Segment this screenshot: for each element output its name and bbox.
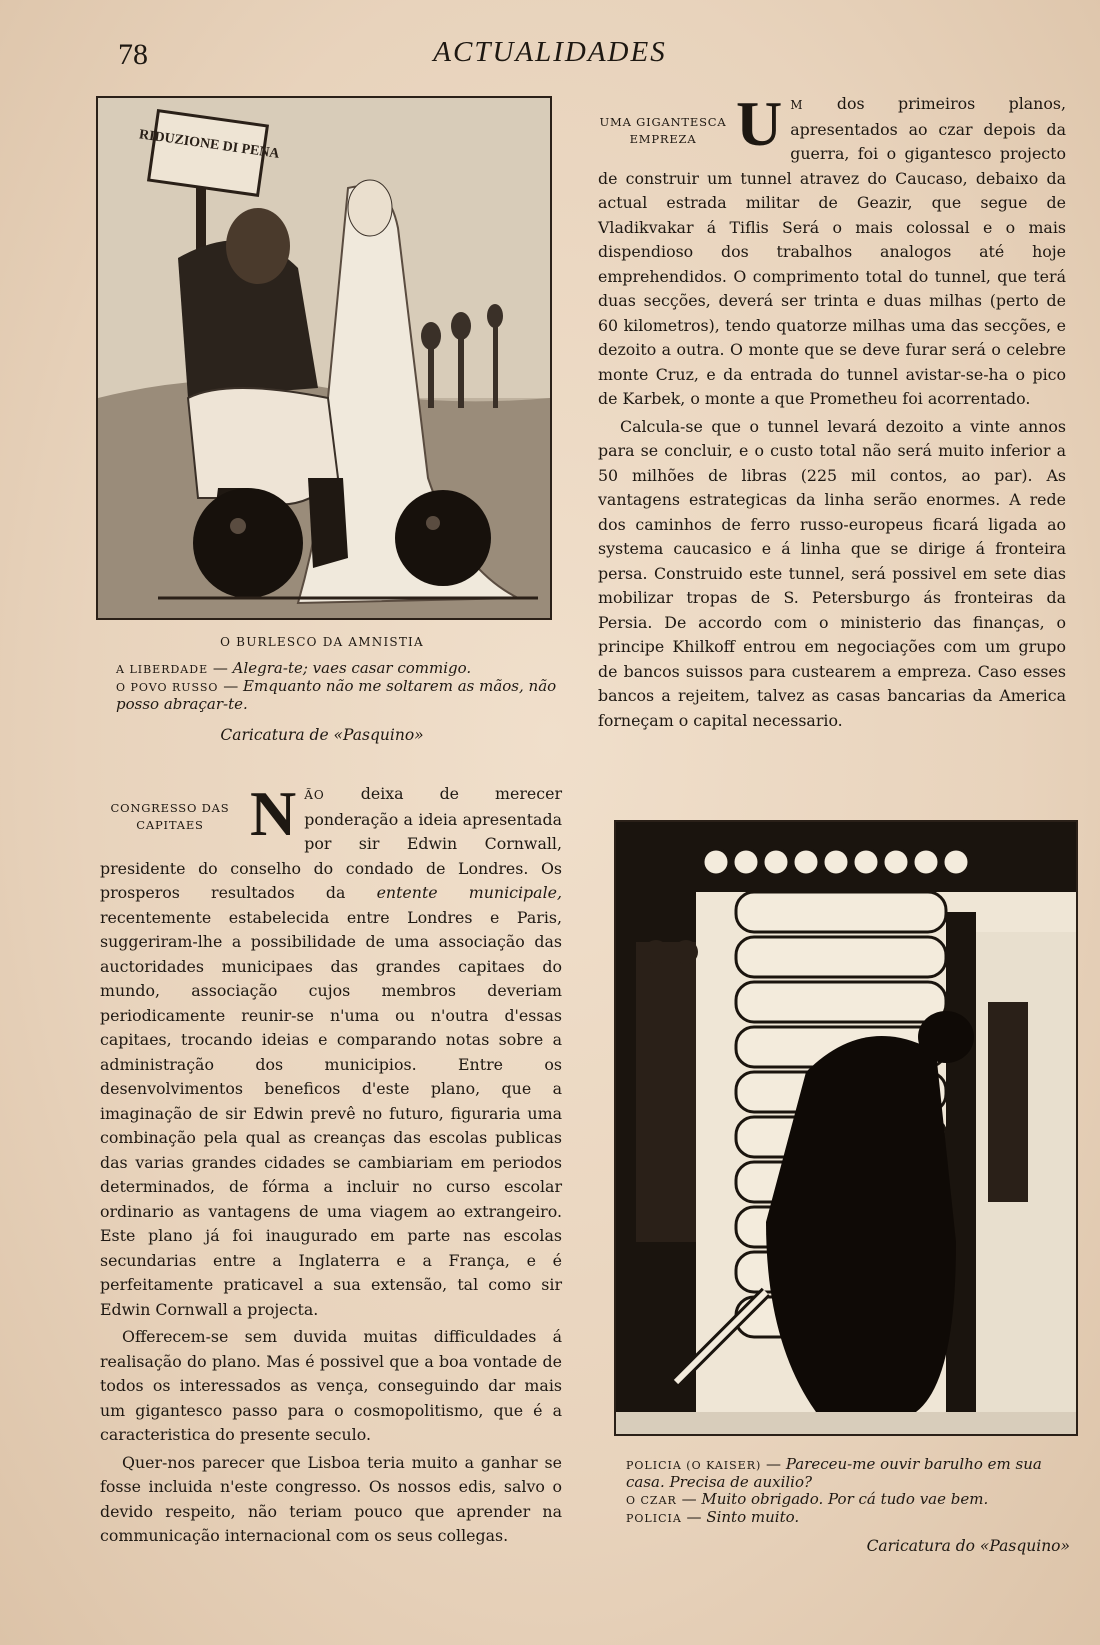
paragraph: Quer-nos parecer que Lisboa teria muito a ganhar se fosse incluida n'este congresso. Os nossos edis, salvo o devido respeito, não teriam pouco que aprender na communicação internacional com os seus collegas. bbox=[100, 1452, 562, 1545]
drop-cap: U bbox=[736, 88, 783, 159]
figure1-credit: Caricatura de «Pasquino» bbox=[220, 726, 424, 744]
emphasis-text: entente municipale, bbox=[376, 883, 563, 902]
figure2-credit: Caricatura do «Pasquino» bbox=[866, 1537, 1070, 1555]
caricature-kaiser-czar-image bbox=[614, 820, 1078, 1436]
caption-text: Pareceu-me ouvir barulho em sua casa. Precisa de auxilio? bbox=[626, 1455, 1042, 1491]
caption-text: Muito obrigado. Por cá tudo vae bem. bbox=[701, 1490, 989, 1508]
page-number: 78 bbox=[118, 38, 148, 71]
side-label-congresso: CONGRESSO DAS CAPITAES bbox=[110, 801, 230, 832]
caption-text: Alegra-te; vaes casar commigo. bbox=[232, 659, 472, 677]
paragraph-text: recentemente estabelecida entre Londres e Paris, suggeriram-lhe a possibilidade de uma associação das auctoridades municipaes das grandes capitaes do mundo, associação cujos membros deveriam periodicamente reunir-se n'uma ou n'outra d'essas capitaes, trocando ideias e comparando notas sobre a administração dos municipios. Entre os desenvolvimentos beneficos d'este plano, que a imaginação de sir Edwin prevê no futuro, figuraria uma combinação pela qual as creanças das escolas publicas das varias grandes cidades se cambiariam em periodos determinados, de fórma a incluir no curso escolar ordinario as vantagens de uma viagem ao extrangeiro. Este plano já foi inaugurado em parte nas escolas secundarias entre a Inglaterra e a França, e é perfeitamente praticavel a sua extensão, tal como sir Edwin Cornwall a projecta. bbox=[100, 907, 562, 1319]
caption-speaker: POLICIA (O KAISER) bbox=[626, 1459, 762, 1472]
page-header-title: ACTUALIDADES bbox=[433, 36, 667, 68]
paragraph-text: dos primeiros planos, apresentados ao czar depois da guerra, foi o gigantesco projecto de construir um tunnel atravez do Caucaso, debaixo da actual estrada militar de Geazir, que segue de Vladikvakar á Tiflis Será o mais colossal e o mais dispendioso dos trabalhos analogos até hoje emprehendidos. O comprimento total do tunnel, que terá duas secções, deverá ser trinta e duas milhas (perto de 60 kilometros), tendo quatorze milhas uma das secções, e dezoito a outra. O monte que se deve furar será o celebre monte Cruz, e da entrada do tunnel avistar-se-ha o pico de Karbek, o monte a que Prometheu foi acorrentado. bbox=[598, 94, 1066, 408]
first-word: M bbox=[790, 98, 804, 112]
caption-text: Sinto muito. bbox=[706, 1508, 800, 1526]
figure1-title: O BURLESCO DA AMNISTIA bbox=[220, 635, 424, 649]
caption-speaker: O POVO RUSSO bbox=[116, 681, 219, 694]
caption-speaker: POLICIA bbox=[626, 1512, 682, 1525]
drop-cap: N bbox=[250, 778, 297, 849]
side-label-empreza: UMA GIGANTESCA EMPREZA bbox=[599, 115, 727, 146]
article-congresso bbox=[100, 778, 563, 1552]
figure1-caption: A LIBERDADE — Alegra-te; vaes casar commigo. O POVO RUSSO — Emquanto não me soltarem as mãos, não posso abraçar-te. bbox=[116, 659, 557, 713]
paragraph: Calcula-se que o tunnel levará dezoito a vinte annos para se concluir, e o custo total não será muito inferior a 50 milhões de libras (225 mil contos, ao par). As vantagens estrategicas da linha serão enormes. A rede dos caminhos de ferro russo-europeus ficará ligada ao systema caucasico e á linha que se dirige á fronteira persa. Construido este tunnel, será possivel em sete dias mobilizar tropas de S. Petersburgo ás fronteiras da Persia. De accordo com o ministerio das finanças, o principe Khilkoff entrou em negociações com um grupo de bancos suissos para custearem a empreza. Caso esses bancos a rejeitem, talvez as casas bancarias da America forneçam o capital necessario. bbox=[598, 416, 1066, 730]
caption-speaker: O CZAR bbox=[626, 1494, 677, 1507]
paragraph: Offerecem-se sem duvida muitas difficuldades á realisação do plano. Mas é possivel que a boa vontade de todos os interessados as vença, conseguindo dar mais um gigantesco passo para o cosmopolitismo, que é a caracteristica do presente seculo. bbox=[100, 1327, 562, 1444]
sign-text: RIDUZIONE DI PENA bbox=[138, 127, 281, 162]
paragraph-text: deixa de merecer ponderação a ideia apresentada por sir Edwin Cornwall, presidente do conselho do condado de Londres. Os prosperos resultados da bbox=[100, 784, 562, 902]
caption-text: Emquanto não me soltarem as mãos, não posso abraçar-te. bbox=[116, 677, 557, 713]
figure2-caption: POLICIA (O KAISER) — Pareceu-me ouvir barulho em sua casa. Precisa de auxilio? O CZAR — Muito obrigado. Por cá tudo vae bem. POLICIA — Sinto muito. bbox=[626, 1455, 1042, 1526]
caricature-amnesty-image bbox=[96, 96, 552, 620]
first-word: ÃO bbox=[304, 788, 325, 802]
article-empreza bbox=[598, 88, 1066, 736]
caption-speaker: A LIBERDADE bbox=[116, 663, 209, 676]
